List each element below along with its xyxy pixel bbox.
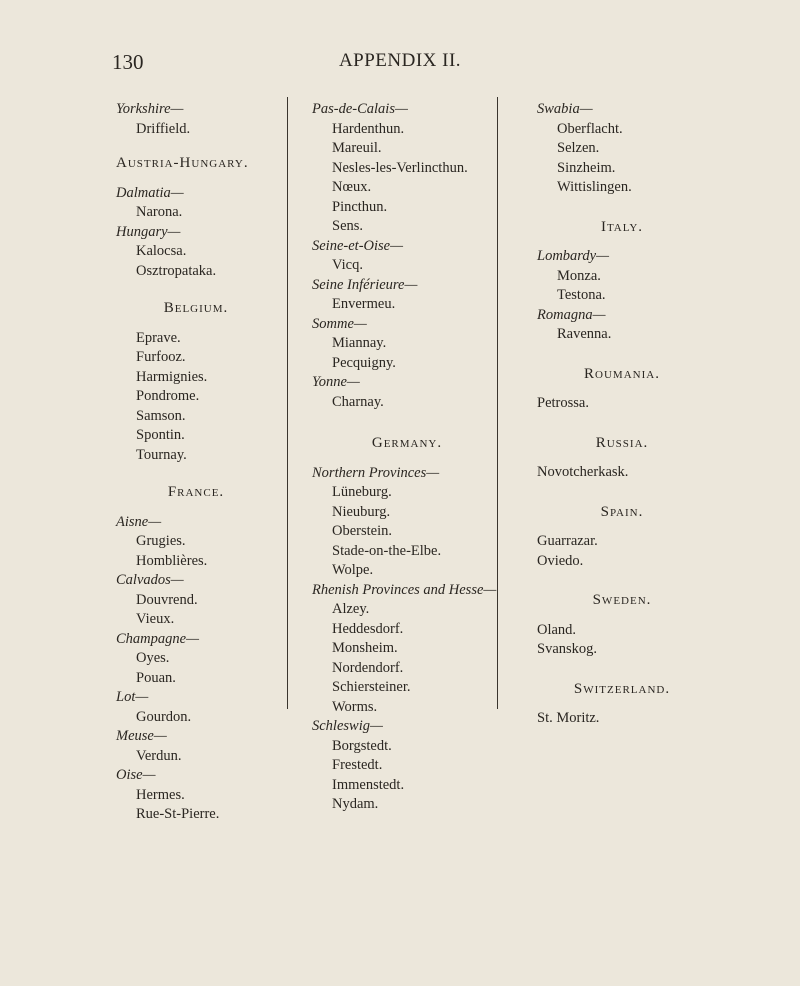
country-heading: Sweden. bbox=[592, 592, 652, 608]
place-name: Hardenthun. bbox=[332, 120, 405, 137]
place-name: Sinzheim. bbox=[557, 159, 616, 176]
country-heading: Italy. bbox=[600, 218, 644, 235]
place-name: Ravenna. bbox=[557, 326, 612, 342]
place-name: Douvrend. bbox=[136, 591, 198, 608]
country-heading: Belgium. bbox=[163, 300, 229, 316]
place-name: Mareuil. bbox=[332, 140, 382, 156]
place-name: Gourdon. bbox=[136, 708, 192, 725]
region-heading: Meuse— bbox=[116, 728, 167, 744]
place-name: Osztropataka. bbox=[136, 262, 217, 279]
place-name: Testona. bbox=[557, 287, 606, 303]
country-heading: France. bbox=[167, 484, 225, 500]
place-name: Kalocsa. bbox=[136, 243, 187, 259]
place-name: Nœux. bbox=[332, 179, 372, 195]
place-name: Grugies. bbox=[136, 533, 186, 549]
region-heading: Aisne— bbox=[116, 513, 162, 530]
place-name: Nordendorf. bbox=[332, 659, 404, 676]
place-name: Oyes. bbox=[136, 650, 170, 666]
place-name: Nieuburg. bbox=[332, 503, 391, 520]
region-heading: Northern Provinces— bbox=[312, 464, 440, 481]
place-name: Rue-St-Pierre. bbox=[136, 806, 220, 822]
region-heading: Lot— bbox=[116, 689, 149, 705]
place-name: Hermes. bbox=[136, 786, 185, 803]
place-name: Monsheim. bbox=[332, 640, 398, 656]
region-heading: Dalmatia— bbox=[116, 184, 184, 201]
running-head: APPENDIX II. bbox=[338, 50, 462, 71]
place-name: Miannay. bbox=[332, 335, 387, 351]
page-number: 130 bbox=[112, 50, 144, 74]
place-name: Driffield. bbox=[136, 120, 191, 137]
region-heading: Romagna— bbox=[537, 306, 606, 323]
place-name: Charnay. bbox=[332, 393, 384, 410]
region-heading: Yorkshire— bbox=[116, 101, 184, 117]
place-name: Heddesdorf. bbox=[332, 620, 404, 637]
place-name: Narona. bbox=[136, 204, 183, 220]
place-name: Nesles-les-Verlincthun. bbox=[332, 159, 468, 176]
country-heading: Switzerland. bbox=[573, 680, 671, 697]
place-name: Worms. bbox=[332, 698, 378, 715]
place-name: Verdun. bbox=[136, 747, 182, 764]
country-heading: Germany. bbox=[371, 435, 443, 451]
region-heading: Seine Inférieure— bbox=[312, 276, 418, 293]
region-heading: Lombardy— bbox=[537, 248, 609, 264]
place-name: Pondrome. bbox=[136, 388, 200, 404]
place-name: Samson. bbox=[136, 407, 186, 424]
place-name: Sens. bbox=[332, 218, 364, 234]
place-name: Tournay. bbox=[136, 446, 187, 463]
country-heading: Roumania. bbox=[584, 365, 660, 382]
region-heading: Yonne— bbox=[312, 374, 360, 390]
place-name: Selzen. bbox=[557, 140, 600, 156]
country-heading: Spain. bbox=[600, 503, 644, 520]
place-name: Borgstedt. bbox=[332, 737, 392, 754]
place-name: Oviedo. bbox=[537, 552, 584, 569]
place-name: Pouan. bbox=[136, 669, 176, 686]
region-heading: Somme— bbox=[312, 315, 367, 332]
region-heading: Schleswig— bbox=[312, 718, 383, 734]
region-heading: Calvados— bbox=[116, 572, 184, 588]
place-name: Spontin. bbox=[136, 427, 185, 443]
column-2 bbox=[312, 100, 502, 815]
region-heading: Champagne— bbox=[116, 630, 199, 647]
place-name: Envermeu. bbox=[332, 296, 396, 312]
region-heading: Rhenish Provinces and Hesse— bbox=[312, 581, 497, 598]
region-heading: Pas-de-Calais— bbox=[312, 101, 408, 117]
place-name: St. Moritz. bbox=[537, 710, 600, 726]
place-name: Schiersteiner. bbox=[332, 679, 411, 695]
place-name: Harmignies. bbox=[136, 368, 208, 385]
place-name: Petrossa. bbox=[537, 395, 589, 411]
region-heading: Swabia— bbox=[537, 101, 593, 117]
place-name: Oland. bbox=[537, 621, 577, 638]
place-name: Eprave. bbox=[136, 329, 181, 346]
place-name: Monza. bbox=[557, 267, 601, 284]
place-name: Alzey. bbox=[332, 601, 370, 617]
place-name: Homblières. bbox=[136, 552, 208, 569]
place-name: Guarrazar. bbox=[537, 533, 598, 549]
place-name: Nydam. bbox=[332, 796, 379, 812]
region-heading: Seine-et-Oise— bbox=[312, 237, 403, 254]
place-name: Stade-on-the-Elbe. bbox=[332, 542, 442, 559]
place-name: Svanskog. bbox=[537, 641, 598, 657]
place-name: Wittislingen. bbox=[557, 179, 632, 195]
place-name: Furfooz. bbox=[136, 349, 186, 365]
place-name: Vicq. bbox=[332, 257, 363, 273]
place-name: Novotcherkask. bbox=[537, 464, 629, 480]
column-1 bbox=[116, 100, 276, 825]
place-name: Frestedt. bbox=[332, 757, 383, 773]
place-name: Vieux. bbox=[136, 611, 175, 627]
place-name: Immenstedt. bbox=[332, 776, 405, 793]
column-3 bbox=[537, 100, 707, 729]
place-name: Wolpe. bbox=[332, 562, 374, 578]
place-name: Pincthun. bbox=[332, 198, 388, 215]
region-heading: Hungary— bbox=[116, 223, 181, 240]
country-heading: Austria-Hungary. bbox=[116, 155, 249, 171]
place-name: Lüneburg. bbox=[332, 484, 392, 500]
place-name: Oberflacht. bbox=[557, 120, 623, 137]
place-name: Pecquigny. bbox=[332, 354, 396, 371]
country-heading: Russia. bbox=[595, 434, 649, 451]
region-heading: Oise— bbox=[116, 767, 156, 783]
column-divider-left bbox=[287, 97, 288, 709]
place-name: Oberstein. bbox=[332, 523, 392, 539]
